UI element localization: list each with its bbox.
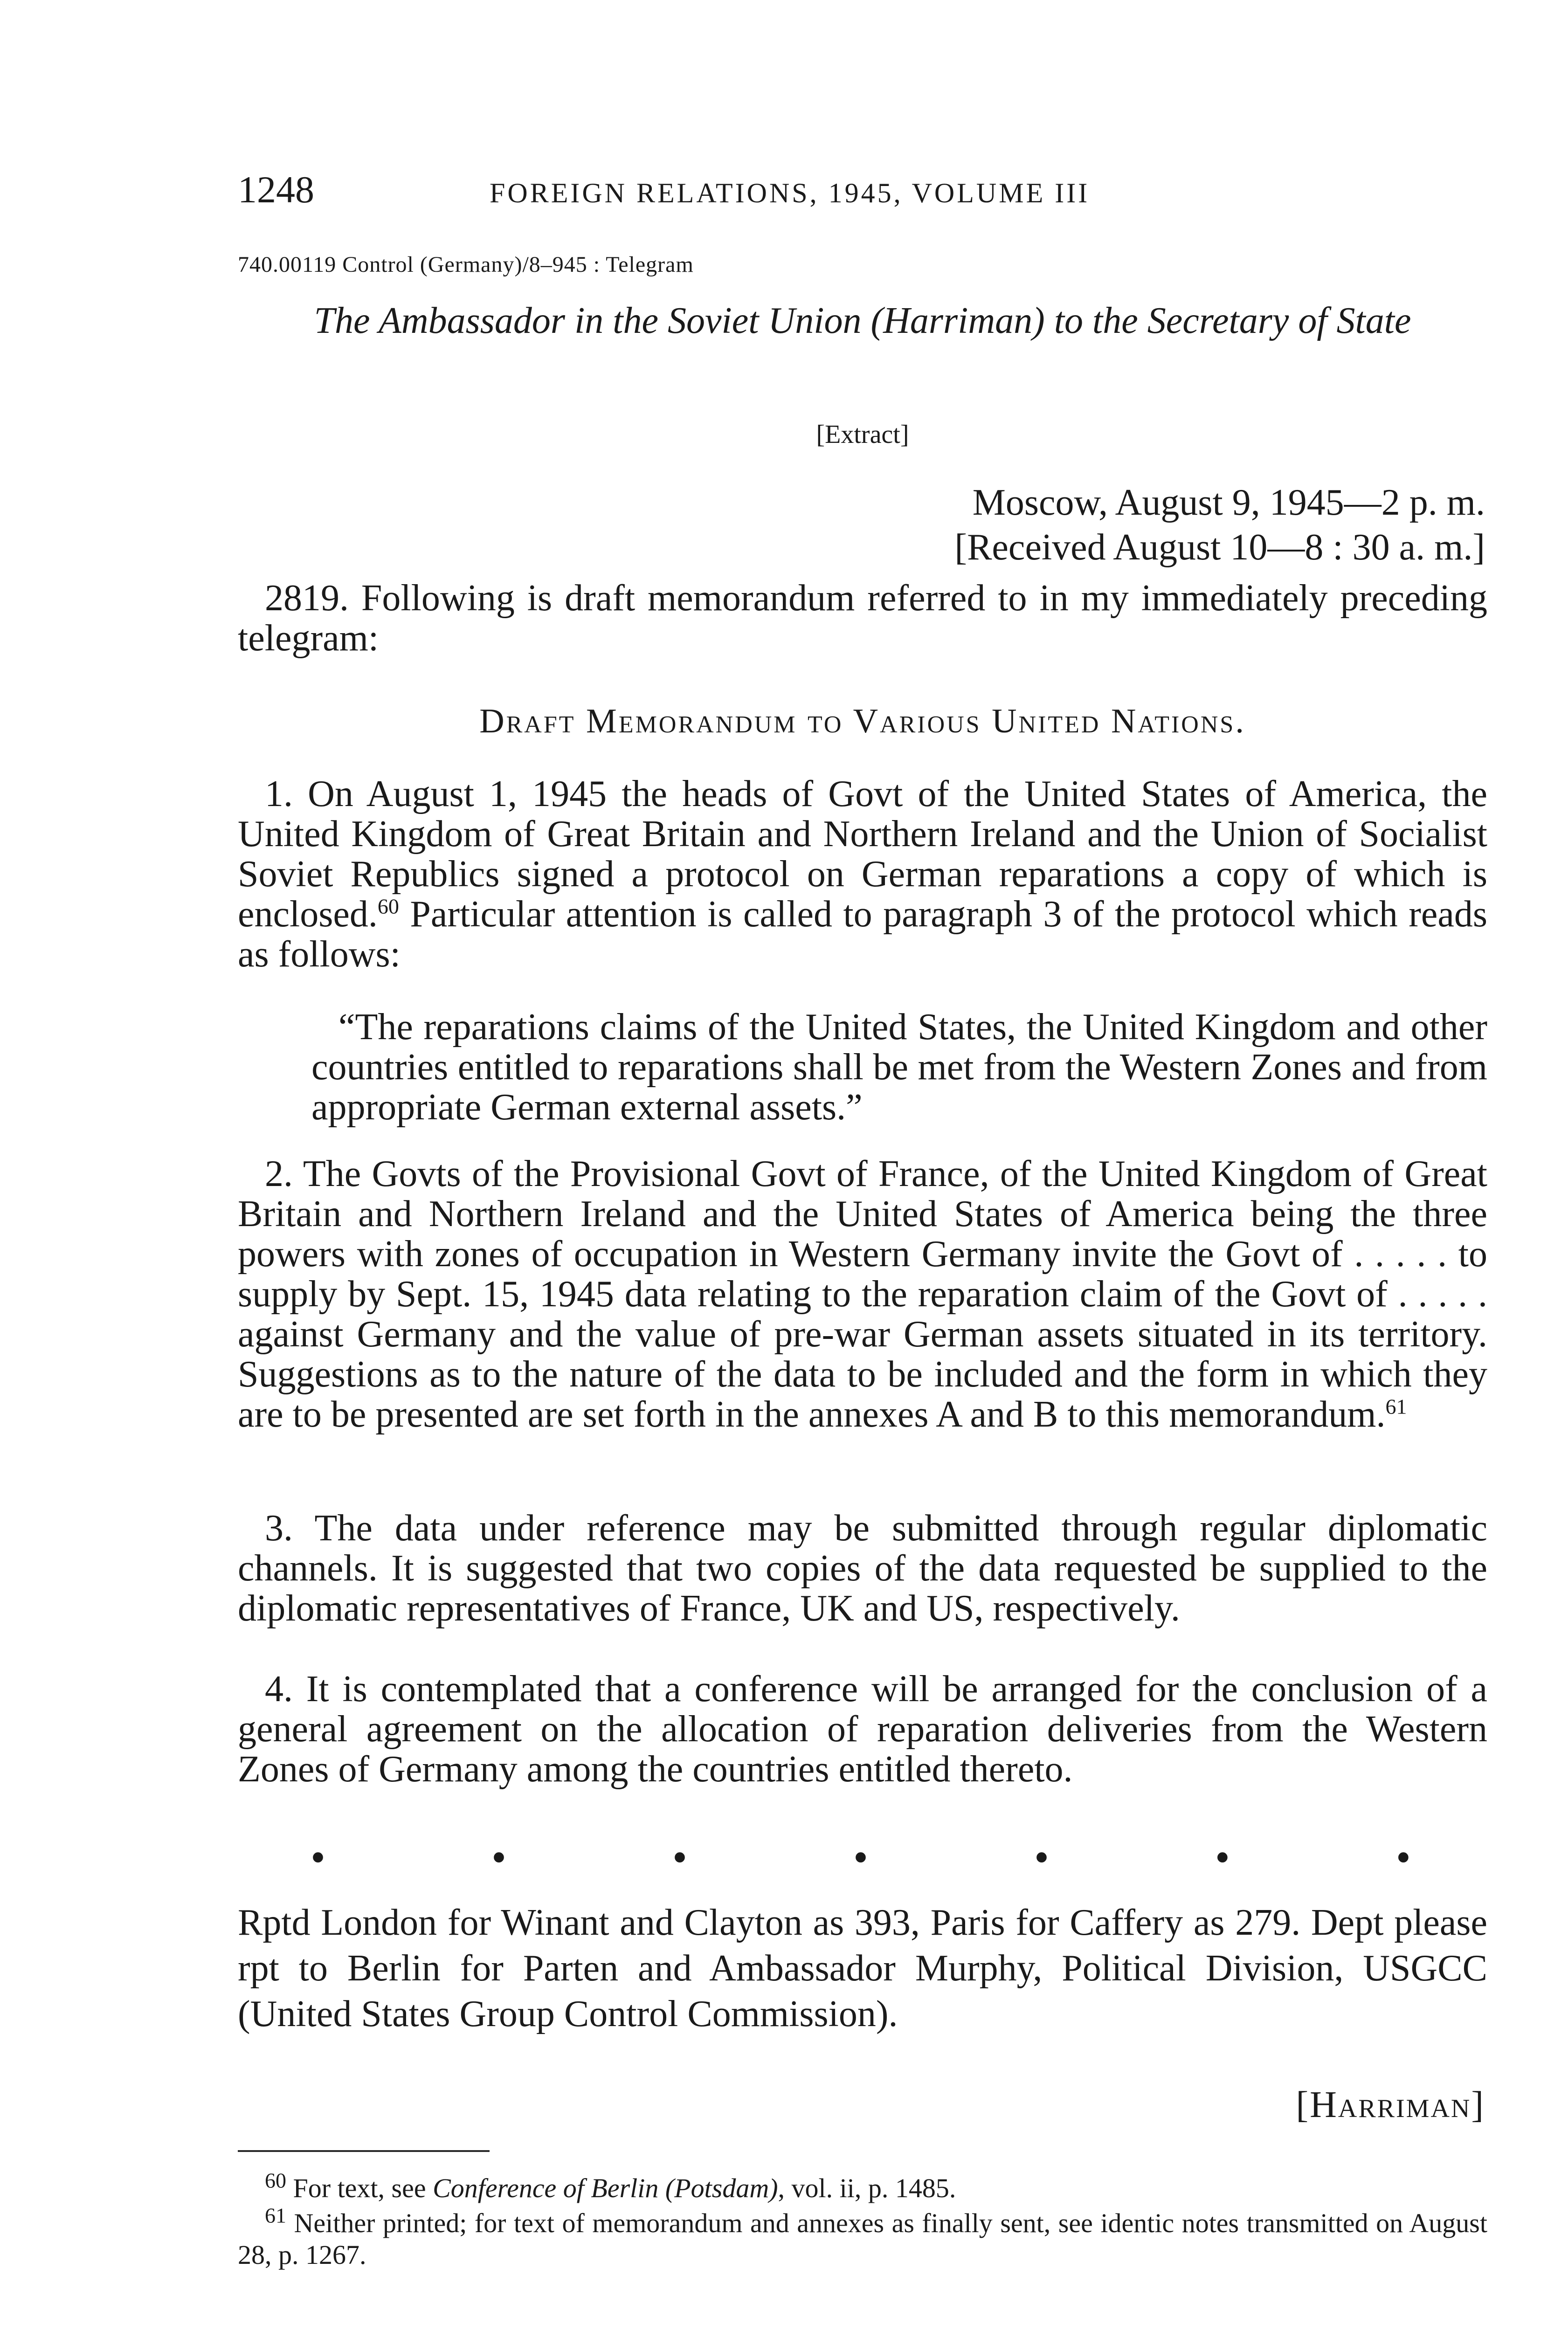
- paragraph-4: 4. It is contemplated that a conference will be arranged for the conclusion of a general agreement on the allocation of reparation deliveries from the Western Zones of Germany among the countries entitled thereto.: [238, 1669, 1487, 1790]
- paragraph-1-text-b: Particular attention is called to paragraph 3 of the protocol which reads as follows:: [238, 894, 1487, 975]
- ellipsis-dot: •: [1035, 1837, 1048, 1878]
- ellipsis-dot: •: [492, 1837, 505, 1878]
- footnote-ref-61: 61: [1385, 1394, 1407, 1419]
- closing-paragraph: Rptd London for Winant and Clayton as 393, Paris for Caffery as 279. Dept please rpt to Berlin for Parten and Ambassador Murphy, Political Division, USGCC (United States Group Control Commission).: [238, 1902, 1487, 2034]
- paragraph-1: [238, 774, 1487, 974]
- footnote-60-title: Conference of Berlin (Potsdam): [433, 2173, 778, 2203]
- footnote-61-text: Neither printed; for text of memorandum and annexes as finally sent, see identic notes transmitted on August 28, p. 1267.: [238, 2208, 1487, 2270]
- page-number: 1248: [238, 168, 314, 211]
- footnote-marker-60: 60: [265, 2168, 286, 2193]
- running-title: FOREIGN RELATIONS, 1945, VOLUME III: [490, 178, 1090, 208]
- ellipsis-dot: •: [854, 1837, 867, 1878]
- ellipsis-dot: •: [673, 1837, 686, 1878]
- footnote-ref-60: 60: [377, 894, 399, 918]
- paragraph-2: [238, 1154, 1487, 1434]
- document-title: The Ambassador in the Soviet Union (Harriman) to the Secretary of State: [314, 300, 1411, 341]
- ellipsis-dot: •: [311, 1837, 325, 1878]
- intro-paragraph: 2819. Following is draft memorandum referred to in my immediately preceding telegram:: [238, 578, 1487, 659]
- footnote-60-text-b: , vol. ii, p. 1485.: [778, 2173, 956, 2203]
- footnote-marker-61: 61: [265, 2203, 286, 2228]
- signature: [Harriman]: [1296, 2084, 1485, 2125]
- file-number: 740.00119 Control (Germany)/8–945 : Telegram: [238, 252, 694, 277]
- footnote-61: [238, 2203, 1487, 2271]
- footnote-rule: [238, 2150, 490, 2152]
- ellipsis-dots: [311, 1837, 1410, 1879]
- paragraph-2-text: 2. The Govts of the Provisional Govt of France, of the United Kingdom of Great Britain and Northern Ireland and the United States of America being the three powers with zones of occupation in Western Germany invite the Govt of . . . . . to supply by Sept. 15, 1945 data relating to the reparation claim of the Govt of . . . . . against Germany and the value of pre-war German assets situated in its territory. Suggestions as to the nature of the data to be included and the form in which they are to be presented are set forth in the annexes A and B to this memorandum.: [238, 1153, 1487, 1435]
- footnote-60: [238, 2168, 1487, 2204]
- memo-heading: Draft Memorandum to Various United Nations.: [479, 702, 1246, 740]
- paragraph-3: 3. The data under reference may be submitted through regular diplomatic channels. It is suggested that two copies of the data requested be supplied to the diplomatic representatives of France, UK and US, respectively.: [238, 1508, 1487, 1629]
- footnote-60-text-a: For text, see: [286, 2173, 433, 2203]
- ellipsis-dot: •: [1216, 1837, 1229, 1878]
- protocol-quote: “The reparations claims of the United States, the United Kingdom and other countries entitled to reparations shall be met from the Western Zones and from appropriate German external assets.”: [311, 1007, 1487, 1128]
- ellipsis-dot: •: [1396, 1837, 1410, 1878]
- dateline-sent: Moscow, August 9, 1945—2 p. m.: [972, 482, 1485, 523]
- paragraph-1-text-a: 1. On August 1, 1945 the heads of Govt of the United States of America, the United Kingdom of Great Britain and Northern Ireland and the Union of Socialist Soviet Republics signed a protocol on German reparations a copy of which is enclosed.: [238, 773, 1487, 935]
- dateline-received: [Received August 10—8 : 30 a. m.]: [954, 527, 1485, 568]
- extract-label: [Extract]: [816, 420, 909, 449]
